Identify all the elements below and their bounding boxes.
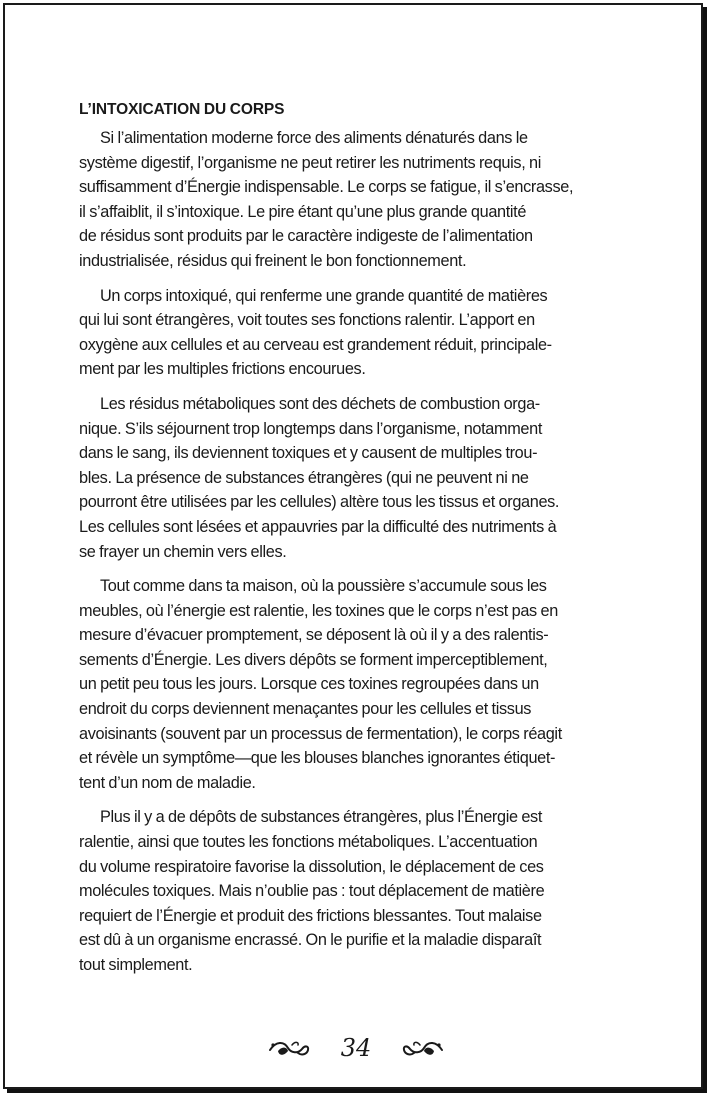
text-line: du volume respiratoire favorise la dissolution, le déplacement de ces bbox=[79, 857, 544, 876]
text-line: il s’affaiblit, il s’intoxique. Le pire étant qu’une plus grande quantité bbox=[79, 202, 527, 221]
text-line: mesure d’évacuer promptement, se déposent là où il y a des ralentis- bbox=[79, 626, 549, 645]
text-line: se frayer un chemin vers elles. bbox=[79, 542, 287, 561]
text-line: Tout comme dans ta maison, où la poussière s’accumule sous les bbox=[100, 577, 547, 596]
text-line: requiert de l’Énergie et produit des frictions blessantes. Tout malaise bbox=[79, 906, 542, 925]
text-line: molécules toxiques. Mais n’oublie pas : tout déplacement de matière bbox=[79, 882, 545, 901]
text-line: avoisinants (souvent par un processus de fermentation), le corps réagit bbox=[79, 724, 562, 743]
text-line: meubles, où l’énergie est ralentie, les toxines que le corps n’est pas en bbox=[79, 601, 558, 620]
text-line: est dû à un organisme encrassé. On le purifie et la maladie disparaît bbox=[79, 931, 542, 950]
text-line: nique. S’ils séjournent trop longtemps dans l’organisme, notamment bbox=[79, 419, 543, 438]
text-line: de résidus sont produits par le caractère indigeste de l’alimentation bbox=[79, 227, 533, 246]
paragraph bbox=[79, 805, 615, 977]
text-line: dans le sang, ils deviennent toxiques et y causent de multiples trou- bbox=[79, 444, 538, 463]
text-line: pourront être utilisées par les cellules) altère tous les tissus et organes. bbox=[79, 493, 560, 512]
text-line: Les résidus métaboliques sont des déchets de combustion orga- bbox=[100, 394, 540, 413]
text-line: oxygène aux cellules et au cerveau est grandement réduit, principale- bbox=[79, 335, 552, 354]
text-line: tent d’un nom de maladie. bbox=[79, 773, 256, 792]
paragraph bbox=[79, 126, 615, 274]
text-line: qui lui sont étrangères, voit toutes ses fonctions ralentir. L’apport en bbox=[79, 311, 535, 330]
page-content bbox=[79, 98, 615, 988]
fleuron-ornament-icon bbox=[402, 1037, 444, 1059]
text-line: et révèle un symptôme—que les blouses blanches ignorantes étiquet- bbox=[79, 749, 556, 768]
text-line: Les cellules sont lésées et appauvries par la difficulté des nutriments à bbox=[79, 517, 557, 536]
text-line: un petit peu tous les jours. Lorsque ces toxines regroupées dans un bbox=[79, 675, 539, 694]
text-line: ment par les multiples frictions encourues. bbox=[79, 360, 366, 379]
text-line: tout simplement. bbox=[79, 956, 193, 974]
paragraph bbox=[79, 392, 615, 564]
paragraph bbox=[79, 284, 615, 382]
text-line: système digestif, l’organisme ne peut retirer les nutriments requis, ni bbox=[79, 153, 542, 172]
paragraph bbox=[79, 574, 615, 795]
text-line: Un corps intoxiqué, qui renferme une grande quantité de matières bbox=[100, 286, 548, 305]
page-number: 34 bbox=[340, 1034, 372, 1062]
text-line: bles. La présence de substances étrangères (qui ne peuvent ni ne bbox=[79, 468, 529, 487]
section-heading: L’INTOXICATION DU CORPS bbox=[79, 101, 285, 118]
text-line: Plus il y a de dépôts de substances étrangères, plus l’Énergie est bbox=[100, 808, 543, 827]
text-line: sements d’Énergie. Les divers dépôts se forment imperceptiblement, bbox=[79, 650, 548, 669]
text-line: suffisamment d’Énergie indispensable. Le corps se fatigue, il s’encrasse, bbox=[79, 178, 574, 197]
page-footer bbox=[0, 1030, 712, 1066]
fleuron-ornament-icon bbox=[268, 1037, 310, 1059]
text-line: endroit du corps deviennent menaçantes pour les cellules et tissus bbox=[79, 700, 532, 719]
text-line: ralentie, ainsi que toutes les fonctions métaboliques. L’accentuation bbox=[79, 833, 538, 852]
text-line: industrialisée, résidus qui freinent le bon fonctionnement. bbox=[79, 251, 467, 270]
text-line: Si l’alimentation moderne force des aliments dénaturés dans le bbox=[100, 129, 528, 147]
